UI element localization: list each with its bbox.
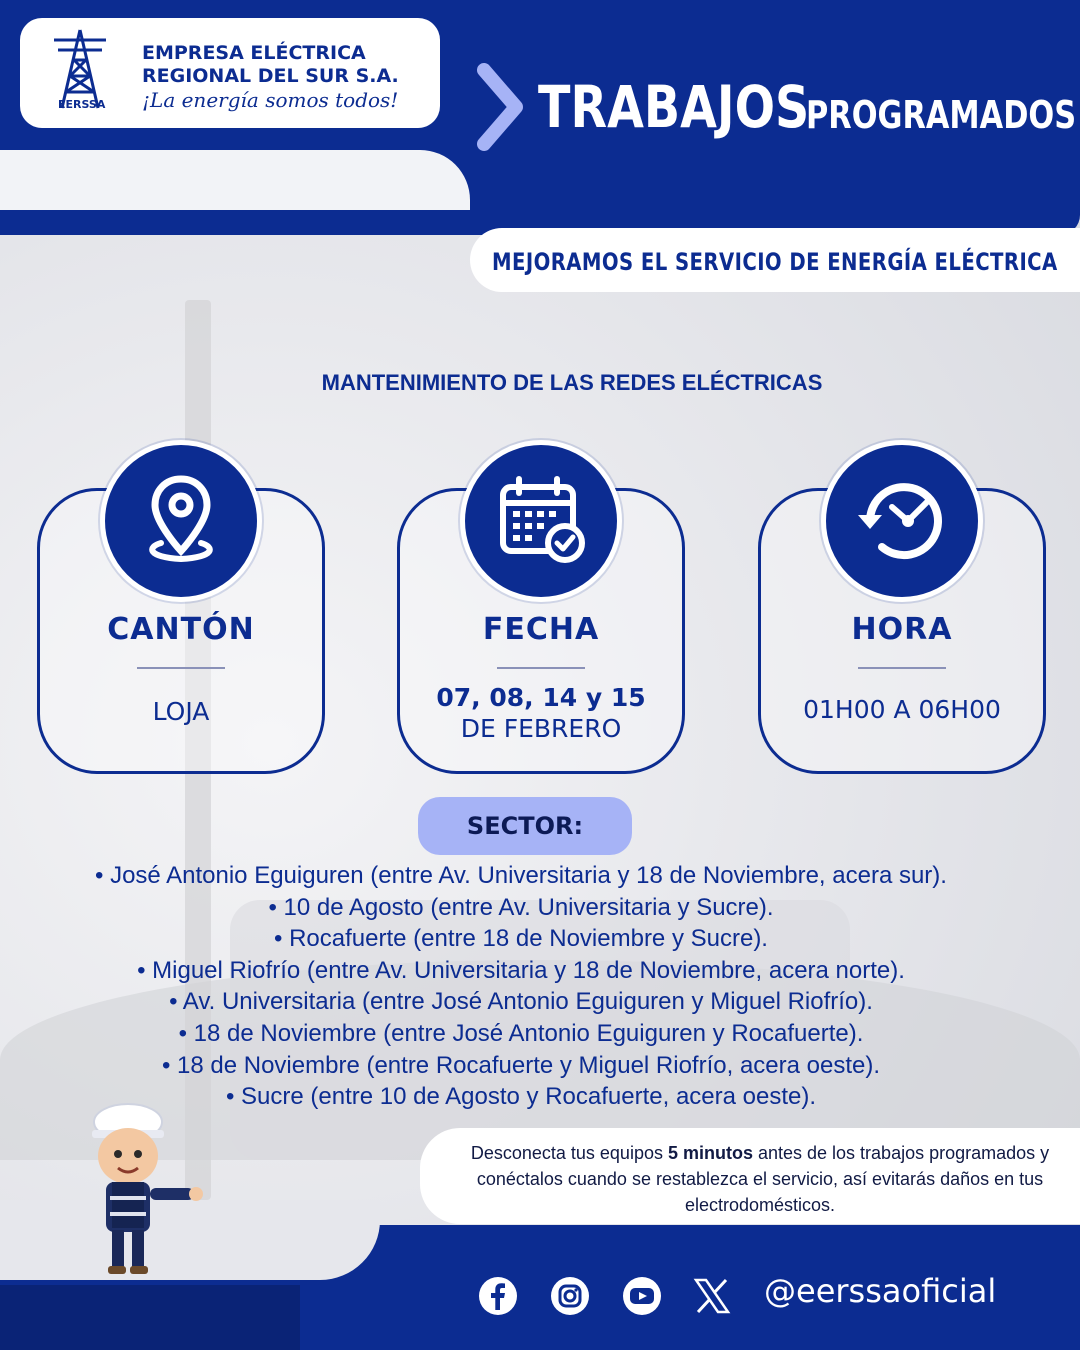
fecha-divider (497, 667, 585, 669)
instagram-icon[interactable] (550, 1276, 590, 1316)
mascot-worker-illustration (78, 1100, 208, 1280)
sector-label-pill: SECTOR: (418, 797, 632, 855)
fecha-label: FECHA (482, 612, 600, 647)
page-title: TRABAJOS (538, 73, 810, 141)
fecha-value-days: 07, 08, 14 y 15 (436, 683, 646, 712)
notice-text (470, 1140, 1050, 1218)
hora-label: HORA (851, 612, 953, 647)
company-name-line2: REGIONAL DEL SUR S.A. (142, 65, 399, 87)
sector-item: • 18 de Noviembre (entre José Antonio Eguiguren y Rocafuerte). (178, 1019, 864, 1047)
x-icon[interactable] (692, 1276, 732, 1316)
notice-bold: 5 minutos (667, 1143, 753, 1163)
canton-icon-circle (100, 440, 262, 602)
company-slogan: ¡La energía somos todos! (142, 88, 399, 112)
fecha-value-month: DE FEBRERO (460, 714, 622, 743)
sector-item: • 10 de Agosto (entre Av. Universitaria y Sucre). (268, 893, 774, 921)
footer-left-band (0, 1285, 300, 1350)
hora-divider (858, 667, 946, 669)
notice-part1: Desconecta tus equipos (470, 1143, 668, 1163)
hora-value: 01H00 A 06H00 (803, 695, 1001, 724)
logo-abbrev: EERSSA (58, 98, 106, 111)
social-handle[interactable]: @eerssaoficial (764, 1272, 997, 1310)
sector-item: • José Antonio Eguiguren (entre Av. Universitaria y 18 de Noviembre, acera sur). (95, 862, 947, 889)
canton-value: LOJA (152, 697, 210, 726)
maintenance-heading: MANTENIMIENTO DE LAS REDES ELÉCTRICAS (321, 370, 823, 395)
facebook-icon[interactable] (478, 1276, 518, 1316)
youtube-icon[interactable] (622, 1276, 662, 1316)
sector-item: • Rocafuerte (entre 18 de Noviembre y Sucre). (274, 925, 768, 953)
chevron-right-icon (470, 62, 530, 152)
calendar-check-icon (491, 471, 591, 571)
hora-icon-circle (821, 440, 983, 602)
header-white-curve (0, 150, 470, 210)
canton-divider (137, 667, 225, 669)
page-title-sub: PROGRAMADOS (806, 93, 1077, 137)
location-pin-icon (131, 471, 231, 571)
fecha-icon-circle (460, 440, 622, 602)
company-name-line1: EMPRESA ELÉCTRICA (142, 42, 366, 64)
sector-item: • Sucre (entre 10 de Agosto y Rocafuerte, acera oeste). (225, 1083, 817, 1111)
sector-list (0, 860, 1080, 1113)
sector-item: • Miguel Riofrío (entre Av. Universitaria y 18 de Noviembre, acera norte). (137, 956, 905, 984)
clock-history-icon (852, 471, 952, 571)
sector-item: • 18 de Noviembre (entre Rocafuerte y Miguel Riofrío, acera oeste). (161, 1051, 881, 1079)
notice-part2: antes de los trabajos programados y conéctalos cuando se restablezca el servicio, así evitarás daños en tus electrodomésticos. (476, 1143, 1050, 1215)
canton-label: CANTÓN (107, 612, 255, 647)
sector-item: • Av. Universitaria (entre José Antonio Eguiguren y Miguel Riofrío). (169, 988, 873, 1016)
header-subtitle: MEJORAMOS EL SERVICIO DE ENERGÍA ELÉCTRICA (492, 248, 1058, 276)
